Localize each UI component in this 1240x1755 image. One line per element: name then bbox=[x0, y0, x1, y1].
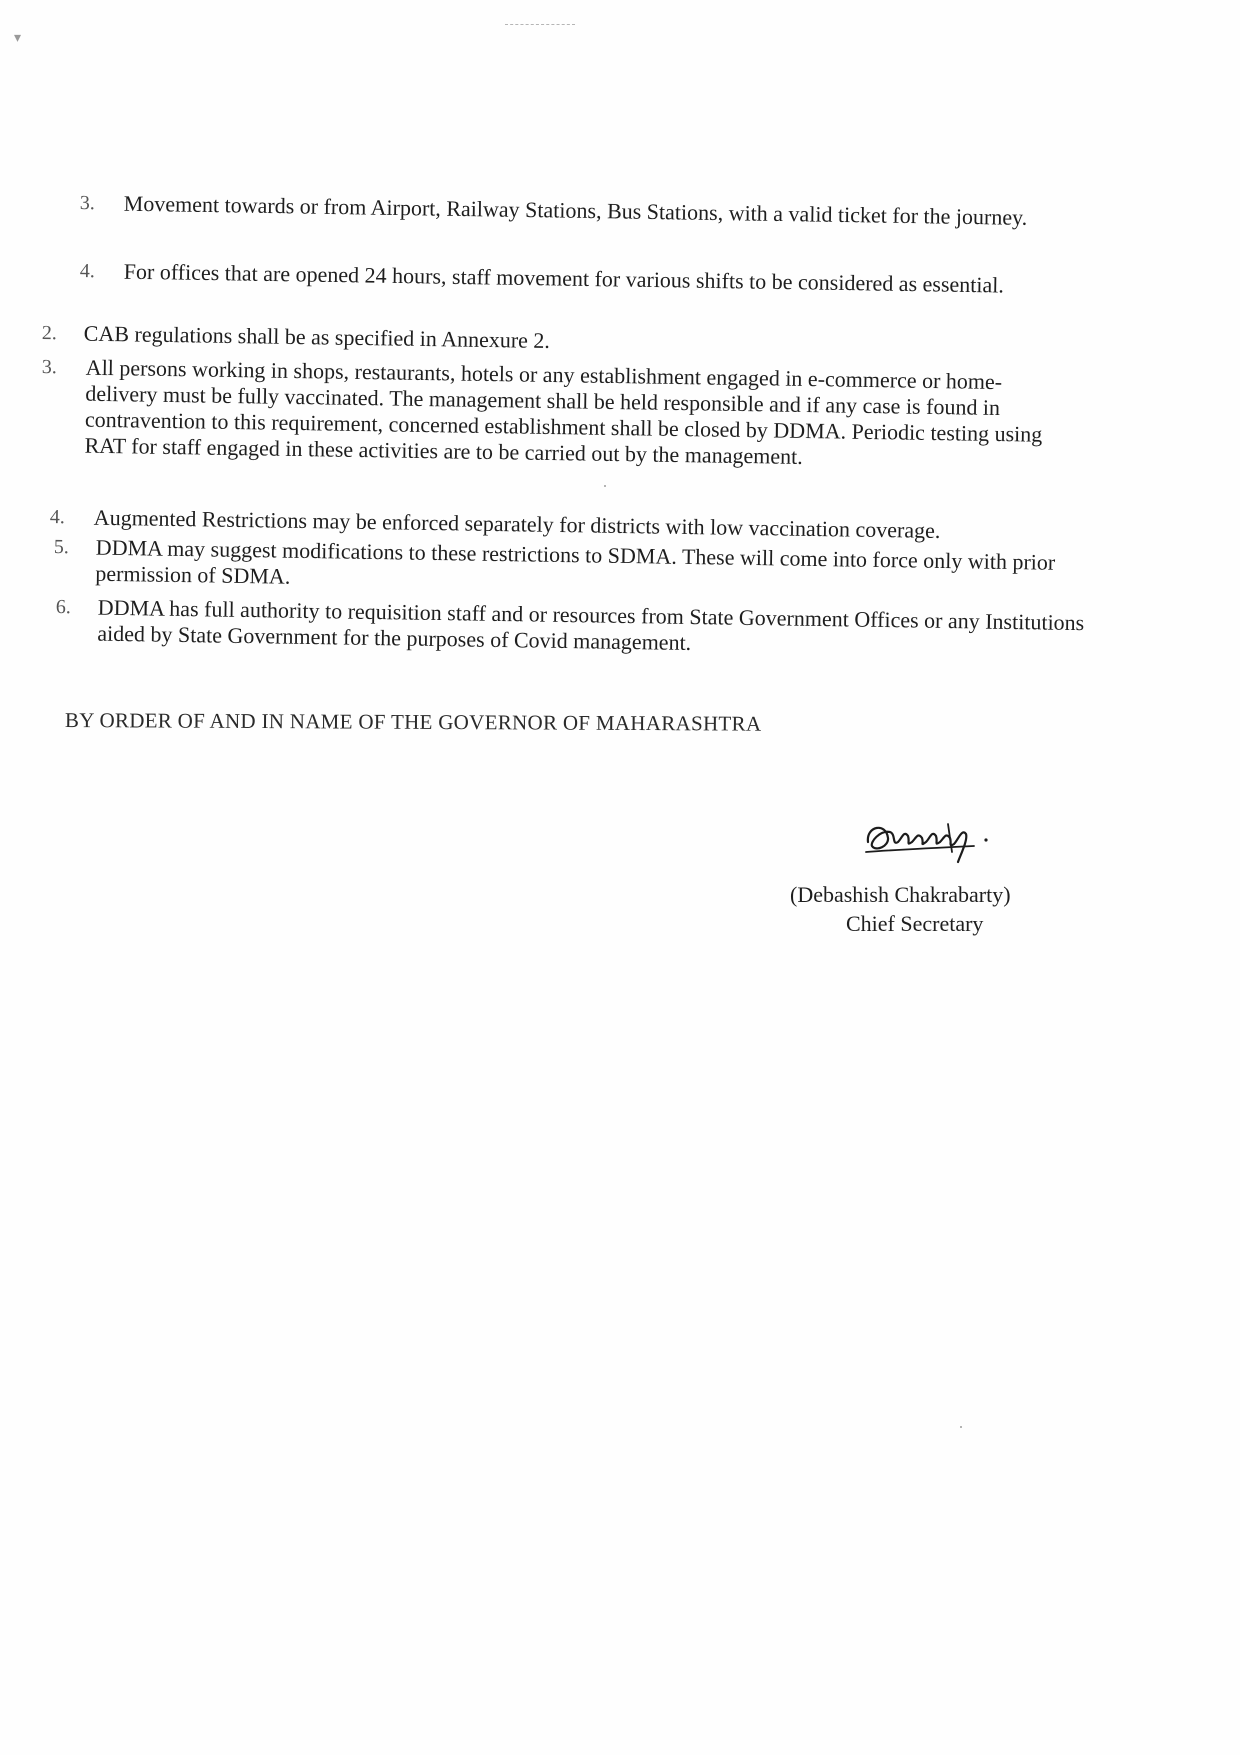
signatory-name: (Debashish Chakrabarty) bbox=[790, 882, 1011, 907]
list-item-text: CAB regulations shall be as specified in Annexure 2. bbox=[83, 320, 551, 353]
list-item-number: 5. bbox=[53, 535, 69, 559]
list-item-text: DDMA may suggest modifications to these restrictions to SDMA. These will come into force only with prior permission of SDMA. bbox=[95, 534, 1056, 589]
scan-mark bbox=[505, 24, 575, 25]
list-item-number: 4. bbox=[79, 259, 95, 283]
list-item-number: 3. bbox=[41, 355, 57, 379]
list-item bbox=[40, 354, 1082, 510]
list-item-text: For offices that are opened 24 hours, staff movement for various shifts to be considered as essential. bbox=[123, 258, 1005, 298]
order-line: BY ORDER OF AND IN NAME OF THE GOVERNOR OF MAHARASHTRA bbox=[64, 708, 762, 736]
list-item-text: DDMA has full authority to requisition staff and or resources from State Government Offices or any Institutions aided by State Government for the purposes of Covid management. bbox=[97, 594, 1085, 655]
list-item-number: 2. bbox=[41, 321, 57, 345]
list-item bbox=[79, 190, 1100, 266]
scan-speck bbox=[604, 485, 606, 487]
list-item-text: All persons working in shops, restaurants, hotels or any establishment engaged in e-commerce or home-delivery must be fully vaccinated. The management shall be held responsible and if any case is found in contravention to this requirement, concerned establishment shall be closed by DDMA. Periodic testing using RAT for staff engaged in these activities are to be carried out by the management. bbox=[84, 354, 1043, 469]
list-item-number: 6. bbox=[55, 595, 71, 619]
list-item-number: 3. bbox=[79, 191, 95, 215]
corner-mark: ▾ bbox=[14, 31, 22, 46]
signature bbox=[862, 812, 992, 868]
list-item-number: 4. bbox=[49, 505, 65, 529]
list-item-text: Augmented Restrictions may be enforced separately for districts with low vaccination coverage. bbox=[93, 504, 941, 543]
scan-speck bbox=[960, 1426, 962, 1428]
signatory-title: Chief Secretary bbox=[846, 911, 984, 936]
list-item-text: Movement towards or from Airport, Railway Stations, Bus Stations, with a valid ticket for the journey. bbox=[123, 190, 1028, 230]
